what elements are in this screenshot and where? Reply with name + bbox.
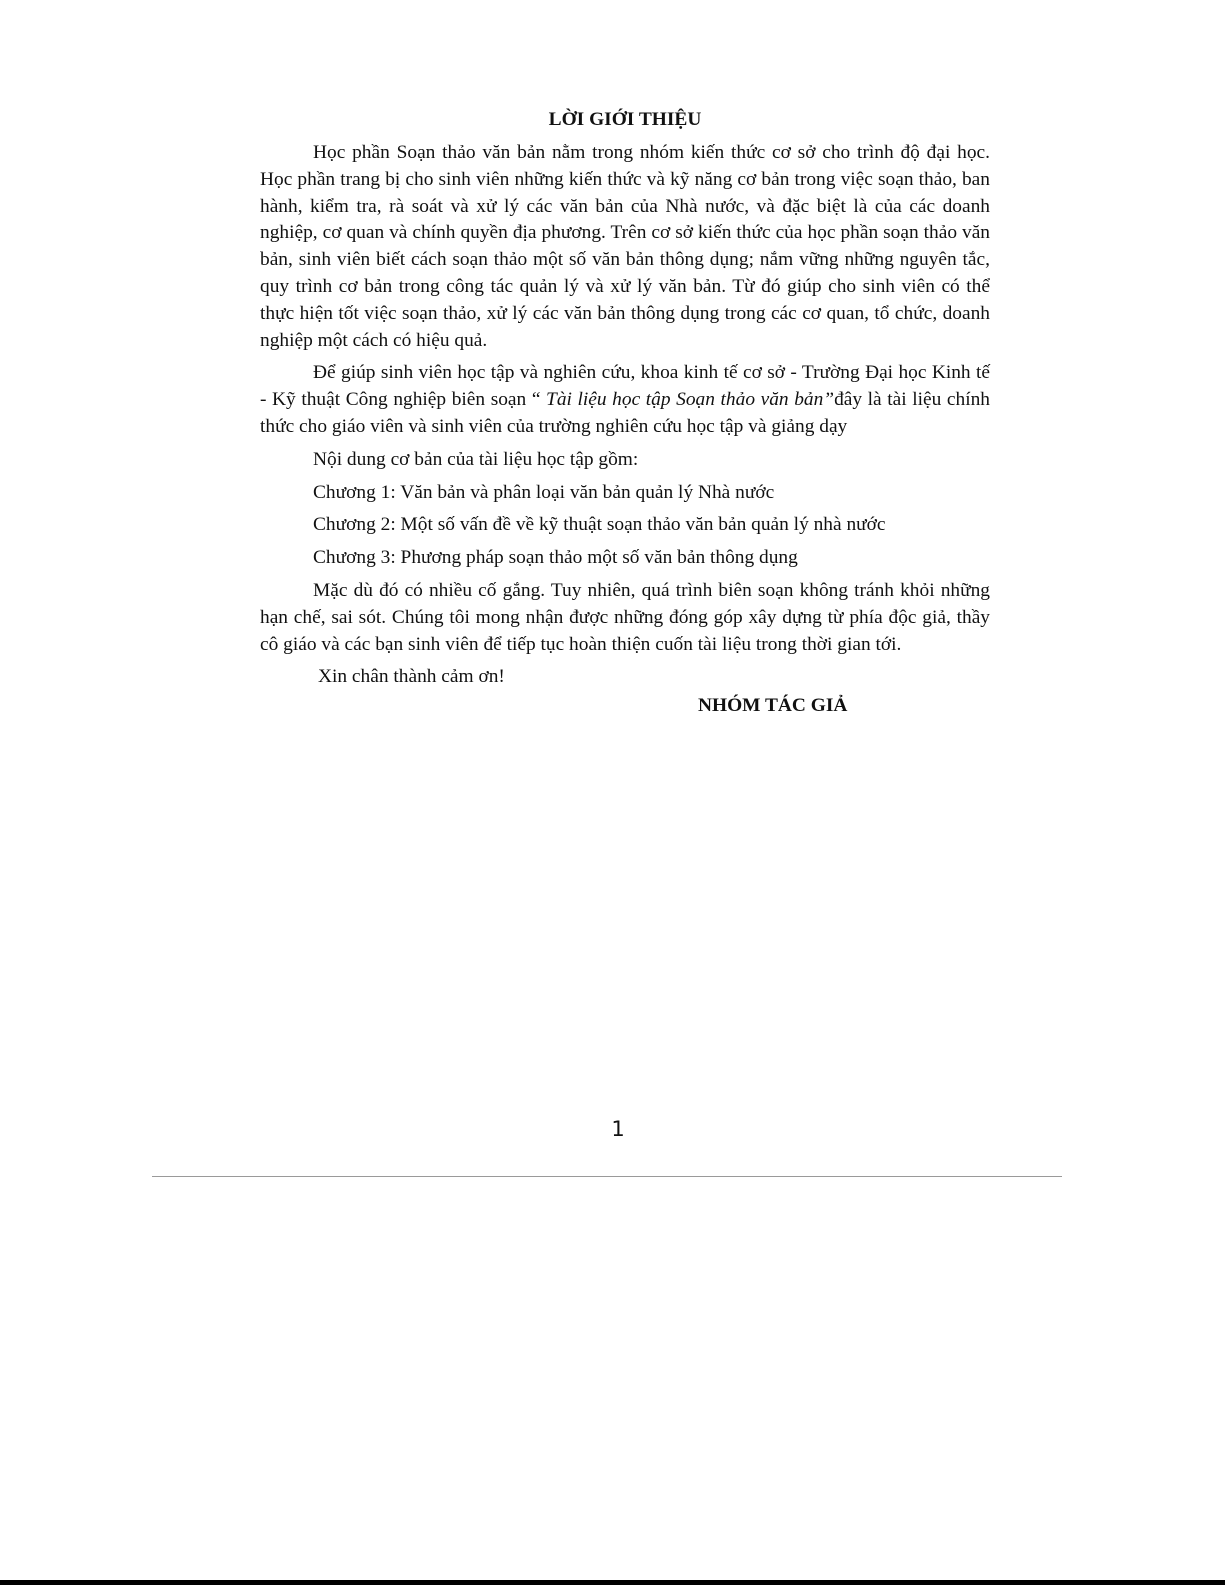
chapter-item: Chương 1: Văn bản và phân loại văn bản quản lý Nhà nước [313,481,775,503]
purpose-text-end: đây là tài liệu chính thức cho giáo viên và sinh viên của trường nghiên cứu học tập và giảng dạy [260,389,990,437]
purpose-paragraph [260,360,990,440]
page-divider [152,1176,1062,1177]
contents-intro: Nội dung cơ bản của tài liệu học tập gồm: [313,448,639,470]
author-signature: NHÓM TÁC GIẢ [698,695,848,717]
document-name-italic: Tài liệu học tập Soạn thảo văn bản” [546,389,835,411]
chapter-item: Chương 2: Một số vấn đề về kỹ thuật soạn thảo văn bản quản lý nhà nước [313,514,886,536]
document-title: LỜI GIỚI THIỆU [548,109,702,130]
page-content [260,106,990,720]
thanks-line: Xin chân thành cảm ơn! [318,666,505,688]
page-bottom-border [0,1580,1225,1585]
page-number: 1 [611,1117,625,1141]
purpose-text-start: Để giúp sinh viên học tập và nghiên cứu, khoa kinh tế cơ sở - Trường Đại học Kinh tế - Kỹ thuật Công nghiệp biên soạn “ [260,362,990,411]
intro-paragraph: Học phần Soạn thảo văn bản nằm trong nhóm kiến thức cơ sở cho trình độ đại học. Học phần trang bị cho sinh viên những kiến thức và kỹ năng cơ bản trong việc soạn thảo, ban hành, kiểm tra, rà soát và xử lý các văn bản của Nhà nước, và đặc biệt là của các doanh nghiệp, cơ quan và chính quyền địa phương. Trên cơ sở kiến thức của học phần soạn thảo văn bản, sinh viên biết cách soạn thảo một số văn bản thông dụng; nắm vững những nguyên tắc, quy trình cơ bản trong công tác quản lý và xử lý văn bản. Từ đó giúp cho sinh viên có thể thực hiện tốt việc soạn thảo, xử lý các văn bản thông dụng trong các cơ quan, tổ chức, doanh nghiệp một cách có hiệu quả. [260,142,990,351]
closing-paragraph: Mặc dù đó có nhiều cố gắng. Tuy nhiên, quá trình biên soạn không tránh khỏi những hạn chế, sai sót. Chúng tôi mong nhận được những đóng góp xây dựng từ phía độc giả, thầy cô giáo và các bạn sinh viên để tiếp tục hoàn thiện cuốn tài liệu trong thời gian tới. [260,579,990,655]
chapter-item: Chương 3: Phương pháp soạn thảo một số văn bản thông dụng [313,547,798,569]
